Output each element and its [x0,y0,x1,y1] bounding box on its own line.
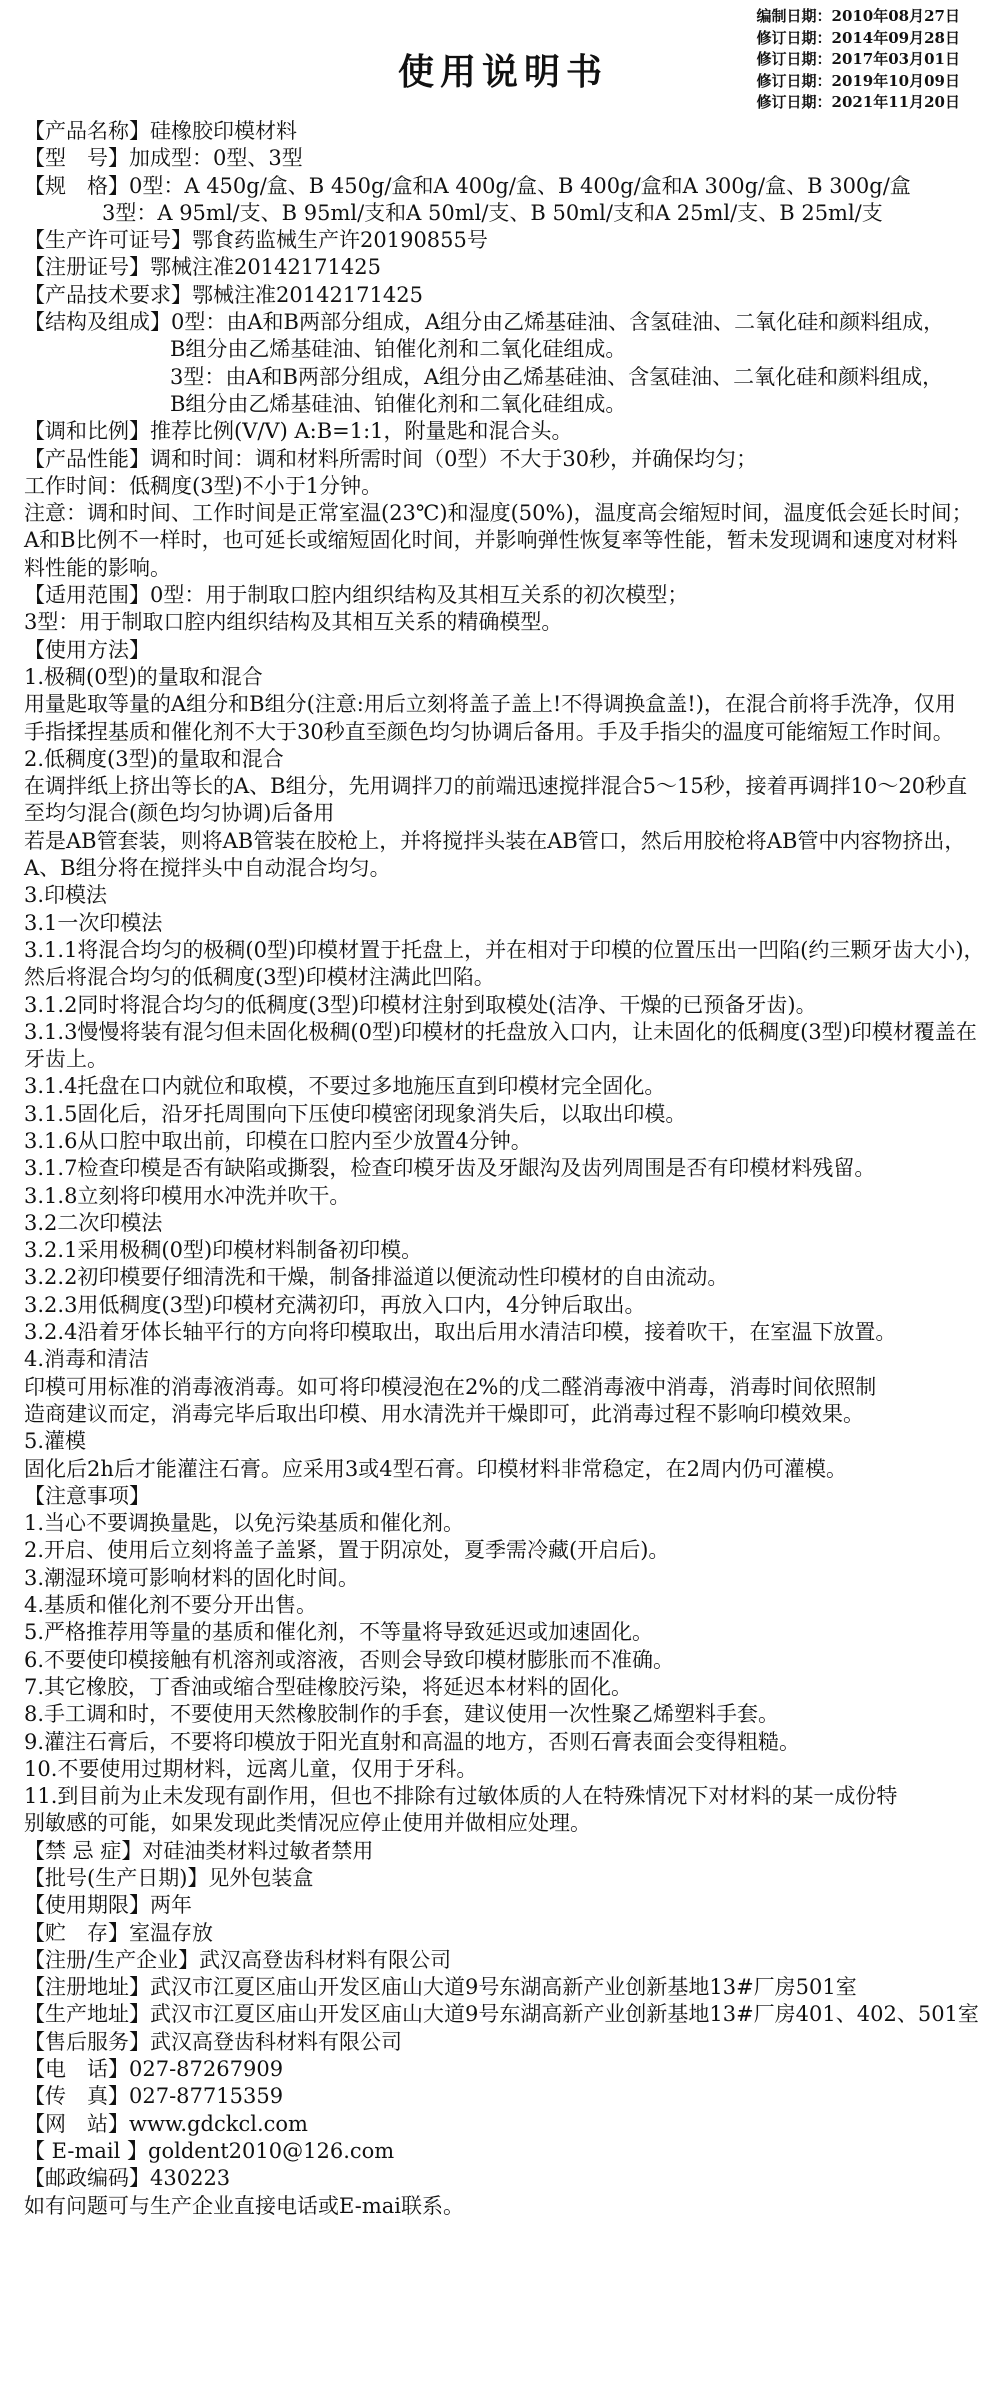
text-line: 3.1.4托盘在口内就位和取模，不要过多地施压直到印模材完全固化。 [24,1074,666,1099]
text-line: B组分由乙烯基硅油、铂催化剂和二氧化硅组成。 [170,391,627,416]
text-line: 3.1.8立刻将印模用水冲洗并吹干。 [24,1183,351,1208]
text-line: 【产品名称】硅橡胶印模材料 [24,119,297,143]
text-line: 【使用期限】两年 [24,1893,192,1918]
text-line: 10.不要使用过期材料，远离儿童，仅用于牙科。 [24,1756,478,1781]
text-line: 4.基质和催化剂不要分开出售。 [24,1593,318,1618]
text-line: 【调和比例】推荐比例(V/V) A:B=1:1，附量匙和混合头。 [24,419,573,444]
text-line: 【注册地址】武汉市江夏区庙山开发区庙山大道9号东湖高新产业创新基地13#厂房501室 [24,1975,857,2000]
text-line: 【贮 存】室温存放 [24,1920,213,1945]
text-line: 手指揉捏基质和催化剂不大于30秒直至颜色均匀协调后备用。手及手指尖的温度可能缩短工作时间。 [24,719,954,744]
text-line: 4.消毒和清洁 [24,1347,150,1372]
text-line: 造商建议而定，消毒完毕后取出印模、用水清洗并干燥即可，此消毒过程不影响印模效果。 [24,1401,864,1426]
revision-date: 修订日期：2021年11月20日 [756,93,960,111]
document-title: 使用说明书 [397,52,608,93]
text-line: 然后将混合均匀的低稠度(3型)印模材注满此凹陷。 [24,965,495,990]
text-line: 6.不要使印模接触有机溶剂或溶液，否则会导致印模材膨胀而不准确。 [24,1647,675,1672]
text-line: 【邮政编码】430223 [24,2166,231,2191]
text-line: 在调拌纸上挤出等长的A、B组分，先用调拌刀的前端迅速搅拌混合5～15秒，接着再调拌10～20秒直 [24,774,968,799]
document-body [24,118,985,2220]
text-line: 3.1.3慢慢将装有混匀但未固化极稠(0型)印模材的托盘放入口内，让未固化的低稠度(3型)印模材覆盖在 [24,1019,977,1044]
text-line: 11.到目前为止未发现有副作用，但也不排除有过敏体质的人在特殊情况下对材料的某一成份特 [24,1784,898,1809]
text-line: 【产品性能】调和时间：调和材料所需时间（0型）不大于30秒，并确保均匀； [24,446,758,471]
text-line: 用量匙取等量的A组分和B组分(注意:用后立刻将盖子盖上!不得调换盒盖!)，在混合前将手洗净，仅用 [24,692,956,717]
text-line: 固化后2h后才能灌注石膏。应采用3或4型石膏。印模材料非常稳定，在2周内仍可灌模。 [24,1456,847,1481]
revision-date: 修订日期：2014年09月28日 [756,28,960,47]
text-line: 1.当心不要调换量匙，以免污染基质和催化剂。 [24,1511,465,1536]
text-line: 别敏感的可能，如果发现此类情况应停止使用并做相应处理。 [24,1811,591,1836]
text-line: 3.2.3用低稠度(3型)印模材充满初印，再放入口内，4分钟后取出。 [24,1292,646,1317]
text-line: 3.2.1采用极稠(0型)印模材料制备初印模。 [24,1238,423,1263]
text-line: 5.严格推荐用等量的基质和催化剂，不等量将导致延迟或加速固化。 [24,1620,654,1645]
revision-dates [757,6,961,114]
text-line: 3.1.2同时将混合均匀的低稠度(3型)印模材注射到取模处(洁净、干燥的已预备牙齿)。 [24,992,817,1017]
text-line: 【传 真】027-87715359 [24,2084,284,2109]
text-line: 3.1.5固化后，沿牙托周围向下压使印模密闭现象消失后，以取出印模。 [24,1101,687,1126]
text-line: 3.1.6从口腔中取出前，印模在口腔内至少放置4分钟。 [24,1128,532,1153]
text-line: 1.极稠(0型)的量取和混合 [24,664,263,689]
text-line: 【电 话】027-87267909 [24,2057,284,2082]
text-line: 【结构及组成】0型：由A和B两部分组成，A组分由乙烯基硅油、含氢硅油、二氧化硅和颜料组成， [24,310,945,335]
text-line: 注意：调和时间、工作时间是正常室温(23℃)和湿度(50%)，温度高会缩短时间，温度低会延长时间； [24,501,973,526]
text-line: 【 E-mail 】goldent2010@126.com [24,2138,395,2163]
text-line: 3.潮湿环境可影响材料的固化时间。 [24,1565,360,1590]
text-line: 【批号(生产日期)】见外包装盒 [24,1866,314,1890]
text-line: 3.印模法 [24,883,108,908]
text-line: 【注册证号】鄂械注准20142171425 [24,255,381,280]
text-line: 料性能的影响。 [24,555,171,580]
revision-date: 修订日期：2017年03月01日 [756,50,960,68]
text-line: 工作时间：低稠度(3型)不小于1分钟。 [24,473,383,498]
text-line: 【规 格】0型：A 450g/盒、B 450g/盒和A 400g/盒、B 400g/盒和A 300g/盒、B 300g/盒 [24,173,911,198]
text-line: 【生产地址】武汉市江夏区庙山开发区庙山大道9号东湖高新产业创新基地13#厂房401、402、501室 [24,2002,979,2027]
text-line: 【网 站】www.gdckcl.com [24,2111,308,2136]
text-line: 3.2.4沿着牙体长轴平行的方向将印模取出，取出后用水清洁印模，接着吹干，在室温下放置。 [24,1320,897,1345]
text-line: 2.开启、使用后立刻将盖子盖紧，置于阴凉处，夏季需冷藏(开启后)。 [24,1538,670,1563]
text-line: 3.1一次印模法 [24,910,163,935]
text-line: 印模可用标准的消毒液消毒。如可将印模浸泡在2%的戊二醛消毒液中消毒，消毒时间依照制 [24,1374,877,1399]
text-line: 如有问题可与生产企业直接电话或E-mai联系。 [24,2193,464,2218]
text-line: 【使用方法】 [24,637,150,662]
text-line: 8.手工调和时，不要使用天然橡胶制作的手套，建议使用一次性聚乙烯塑料手套。 [24,1702,780,1727]
text-line: 【生产许可证号】鄂食药监械生产许20190855号 [24,228,488,253]
text-line: 【注册/生产企业】武汉高登齿科材料有限公司 [24,1947,452,1972]
text-line: B组分由乙烯基硅油、铂催化剂和二氧化硅组成。 [170,337,627,362]
text-line: 3.2二次印模法 [24,1210,163,1235]
text-line: 【型 号】加成型：0型、3型 [24,146,303,171]
text-line: 9.灌注石膏后，不要将印模放于阳光直射和高温的地方，否则石膏表面会变得粗糙。 [24,1729,801,1754]
text-line: 【适用范围】0型：用于制取口腔内组织结构及其相互关系的初次模型； [24,583,689,608]
text-line: 3.1.7检查印模是否有缺陷或撕裂，检查印模牙齿及牙龈沟及齿列周围是否有印模材料残留。 [24,1156,876,1181]
compile-date: 编制日期：2010年08月27日 [756,7,960,25]
text-line: 3型：A 95ml/支、B 95ml/支和A 50ml/支、B 50ml/支和A 25ml/支、B 25ml/支 [102,200,883,225]
text-line: 至均匀混合(颜色均匀协调)后备用 [24,801,335,826]
text-line: 7.其它橡胶，丁香油或缩合型硅橡胶污染，将延迟本材料的固化。 [24,1674,633,1699]
text-line: 【售后服务】武汉高登齿科材料有限公司 [24,2029,402,2054]
text-line: 【禁 忌 症】对硅油类材料过敏者禁用 [24,1838,374,1863]
text-line: 3.1.1将混合均匀的极稠(0型)印模材置于托盘上，并在相对于印模的位置压出一凹陷(约三颗牙齿大小)， [24,937,985,962]
text-line: 若是AB管套装，则将AB管装在胶枪上，并将搅拌头装在AB管口，然后用胶枪将AB管中内容物挤出， [24,828,966,853]
text-line: 牙齿上。 [24,1047,108,1072]
text-line: 【注意事项】 [24,1483,150,1508]
text-line: 2.低稠度(3型)的量取和混合 [24,746,284,771]
text-line: A和B比例不一样时，也可延长或缩短固化时间，并影响弹性恢复率等性能，暂未发现调和速度对材料 [24,528,958,553]
text-line: 5.灌模 [24,1429,87,1454]
text-line: 3型：用于制取口腔内组织结构及其相互关系的精确模型。 [24,610,563,635]
text-line: 3型：由A和B两部分组成，A组分由乙烯基硅油、含氢硅油、二氧化硅和颜料组成， [170,364,944,389]
text-line: 【产品技术要求】鄂械注准20142171425 [24,282,423,307]
revision-date: 修订日期：2019年10月09日 [756,71,960,90]
text-line: A、B组分将在搅拌头中自动混合均匀。 [24,856,391,881]
text-line: 3.2.2初印模要仔细清洗和干燥，制备排溢道以便流动性印模材的自由流动。 [24,1265,729,1290]
